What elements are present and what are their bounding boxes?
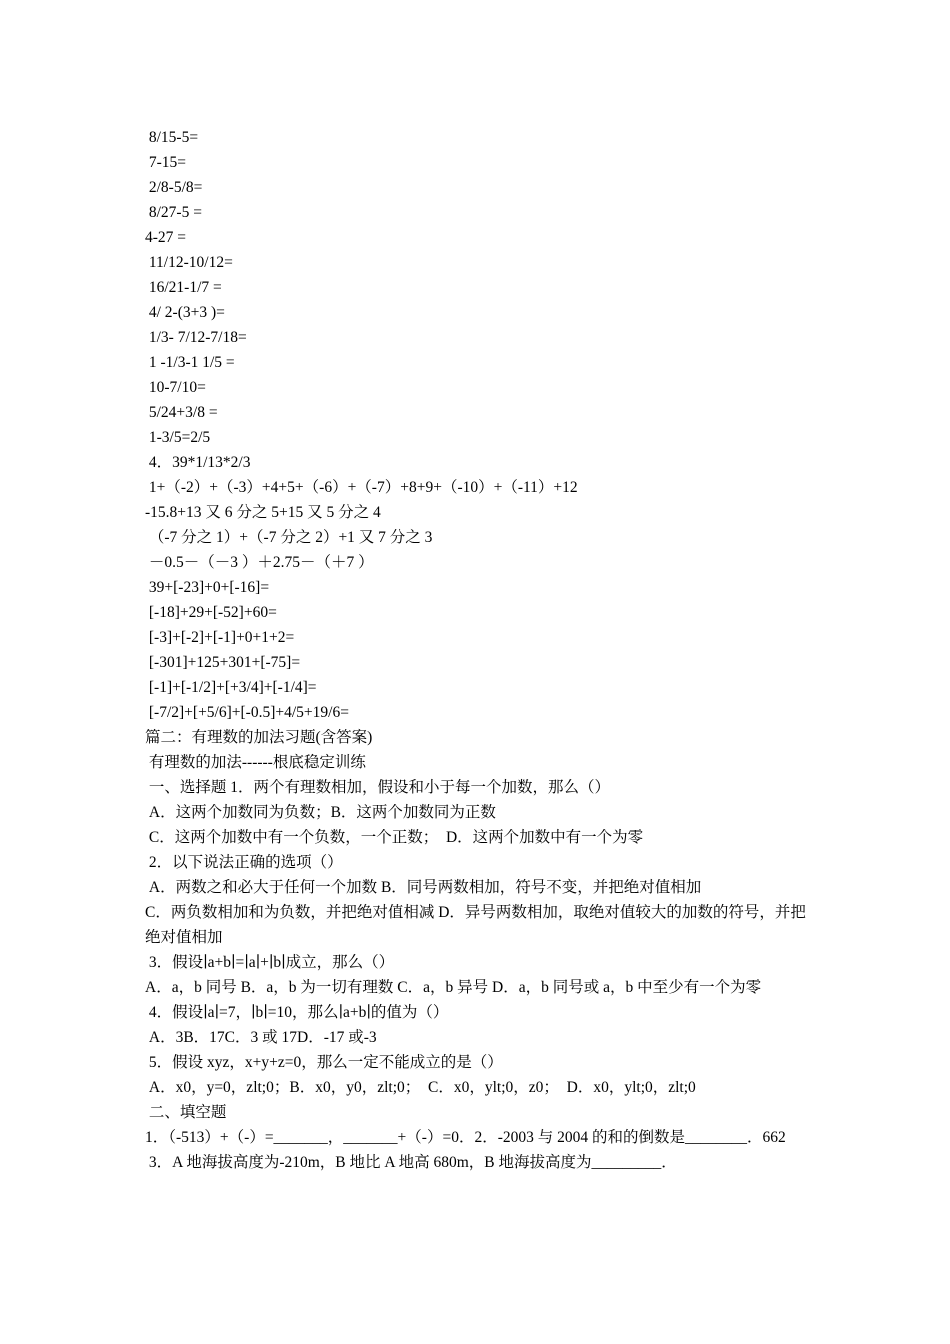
- text-line: [-1]+[-1/2]+[+3/4]+[-1/4]=: [145, 679, 317, 696]
- text-line: 10-7/10=: [145, 379, 206, 396]
- text-line: 16/21-1/7 =: [145, 279, 222, 296]
- document-body: [145, 125, 810, 1175]
- section-heading: 二、填空题: [145, 1104, 227, 1121]
- text-line: [-3]+[-2]+[-1]+0+1+2=: [145, 629, 295, 646]
- subsection-heading: 有理数的加法------根底稳定训练: [145, 754, 366, 771]
- text-line: 8/15-5=: [145, 129, 199, 146]
- option-line: A．这两个加数同为负数；B．这两个加数同为正数: [145, 804, 496, 821]
- text-line: 2/8-5/8=: [145, 179, 203, 196]
- section-heading: 篇二：有理数的加法习题(含答案): [145, 729, 373, 746]
- option-line: A．x0，y=0，zlt;0；B．x0，y0，zlt;0； C．x0，ylt;0，z0； D．x0，ylt;0，zlt;0: [145, 1079, 696, 1096]
- option-line: A．3B．17C．3 或 17D．-17 或-3: [145, 1029, 377, 1046]
- option-line: A．两数之和必大于任何一个加数 B．同号两数相加，符号不变，并把绝对值相加: [145, 879, 702, 896]
- text-line: [-301]+125+301+[-75]=: [145, 654, 301, 671]
- text-line: －0.5－（－3 ）＋2.75－（＋7 ）: [145, 554, 374, 571]
- text-line: [-18]+29+[-52]+60=: [145, 604, 277, 621]
- option-line: C．这两个加数中有一个负数，一个正数； D．这两个加数中有一个为零: [145, 829, 644, 846]
- question-line: 1．（-513）+（-）=_______，_______+（-）=0．2．-2003 与 2004 的和的倒数是________．662: [145, 1129, 786, 1146]
- text-line: 4-27 =: [145, 229, 187, 246]
- text-line: 5/24+3/8 =: [145, 404, 218, 421]
- text-line: 1 -1/3-1 1/5 =: [145, 354, 235, 371]
- text-line: [-7/2]+[+5/6]+[-0.5]+4/5+19/6=: [145, 704, 349, 721]
- question-line: 一、选择题 1．两个有理数相加，假设和小于每一个加数，那么（）: [145, 779, 611, 796]
- question-line: 4．假设∣a∣=7，∣b∣=10，那么∣a+b∣的值为（）: [145, 1004, 449, 1021]
- question-line: 3．A 地海拔高度为-210m，B 地比 A 地高 680m，B 地海拔高度为_________．: [145, 1154, 677, 1171]
- text-line: 4．39*1/13*2/3: [145, 454, 251, 471]
- option-line: A．a，b 同号 B．a，b 为一切有理数 C．a，b 异号 D．a，b 同号或 a，b 中至少有一个为零: [145, 979, 762, 996]
- text-line: 1+（-2）+（-3）+4+5+（-6）+（-7）+8+9+（-10）+（-11）+12: [145, 479, 578, 496]
- text-line: 1/3- 7/12-7/18=: [145, 329, 247, 346]
- text-line: （-7 分之 1）+（-7 分之 2）+1 又 7 分之 3: [145, 529, 433, 546]
- question-line: 3．假设∣a+b∣=∣a∣+∣b∣成立，那么（）: [145, 954, 395, 971]
- text-line: 39+[-23]+0+[-16]=: [145, 579, 270, 596]
- text-line: 1-3/5=2/5: [145, 429, 211, 446]
- question-line: 5．假设 xyz，x+y+z=0，那么一定不能成立的是（）: [145, 1054, 503, 1071]
- question-line: 2．以下说法正确的选项（）: [145, 854, 343, 871]
- text-line: -15.8+13 又 6 分之 5+15 又 5 分之 4: [145, 504, 381, 521]
- text-line: 7-15=: [145, 154, 187, 171]
- text-line: 11/12-10/12=: [145, 254, 233, 271]
- option-line: C．两负数相加和为负数，并把绝对值相减 D．异号两数相加，取绝对值较大的加数的符号，并把绝对值相加: [145, 904, 806, 946]
- text-line: 8/27-5 =: [145, 204, 202, 221]
- text-line: 4/ 2-(3+3 )=: [145, 304, 225, 321]
